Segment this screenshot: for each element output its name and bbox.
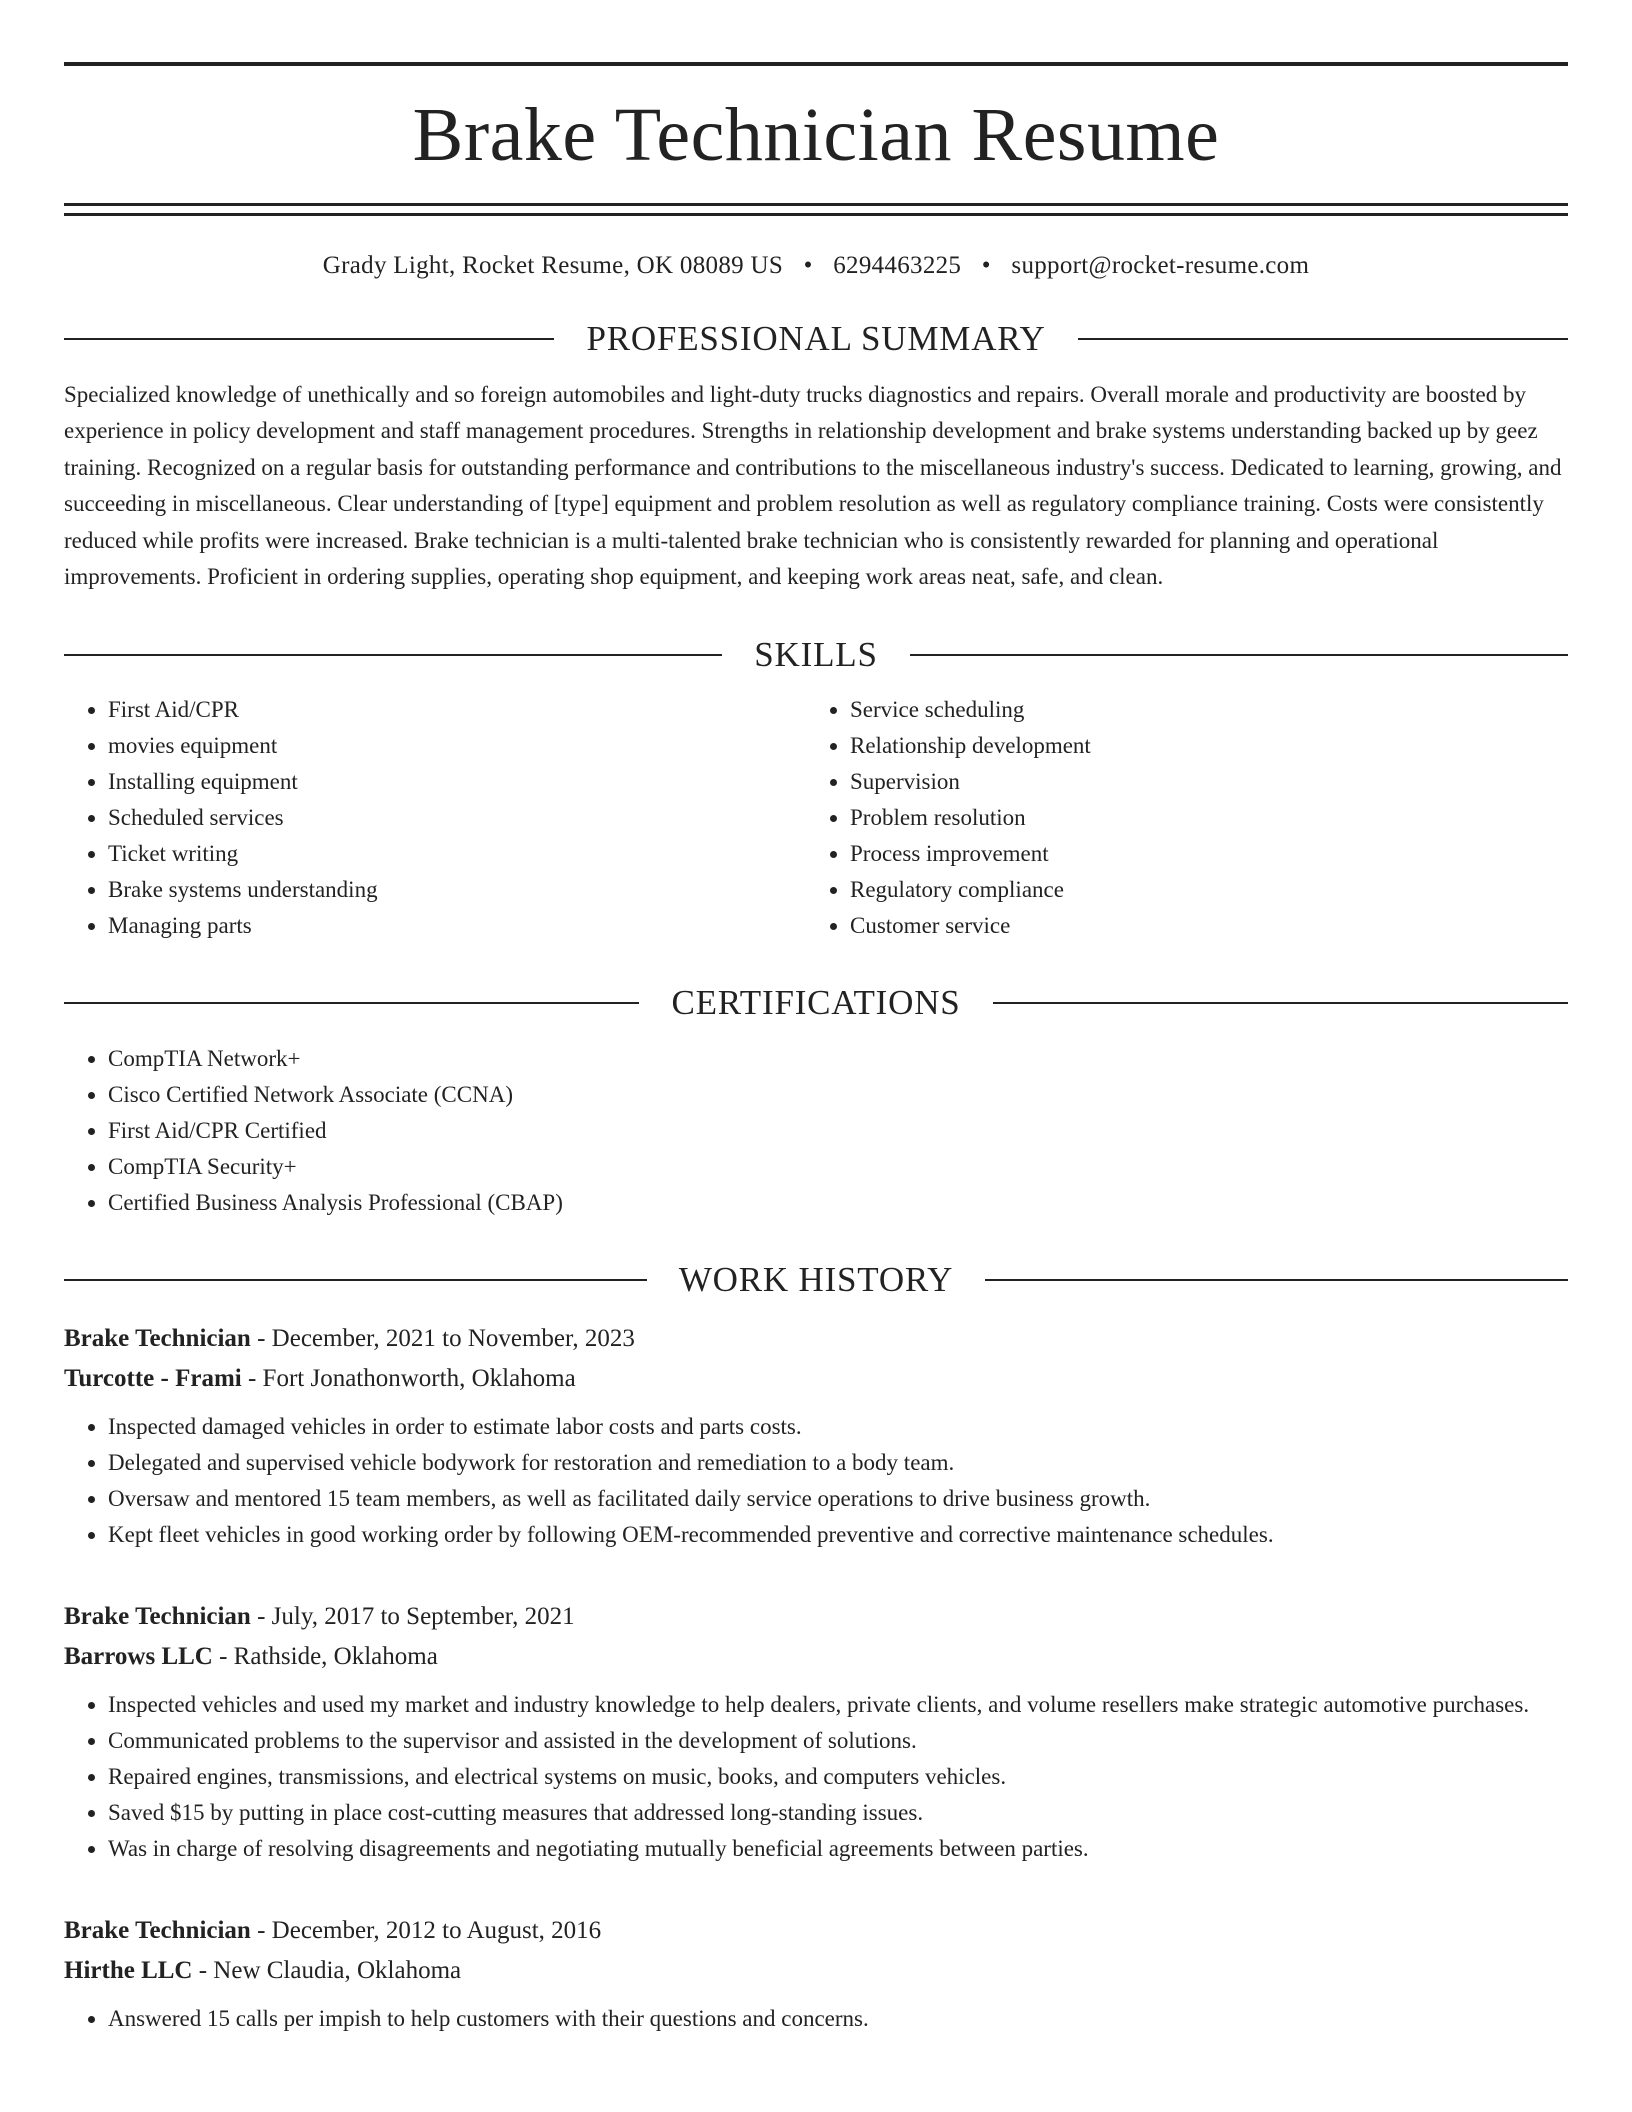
skill-item: • Regulatory compliance bbox=[850, 872, 1548, 908]
job-company: Turcotte - Frami bbox=[64, 1365, 242, 1393]
job-duty-item: • Was in charge of resolving disagreements and negotiating mutually beneficial agreements between parties. bbox=[108, 1831, 1568, 1867]
job-title: Brake Technician bbox=[64, 1603, 251, 1631]
heading-rule-right bbox=[910, 654, 1568, 656]
job-company-line bbox=[64, 1637, 1568, 1677]
job-duty-item: • Delegated and supervised vehicle bodywork for restoration and remediation to a body team. bbox=[108, 1445, 1568, 1481]
skills-grid bbox=[64, 692, 1568, 944]
page-title: Brake Technician Resume bbox=[412, 93, 1220, 177]
job-title-line bbox=[64, 1911, 1568, 1951]
job-duty-item: • Repaired engines, transmissions, and electrical systems on music, books, and computers vehicles. bbox=[108, 1759, 1568, 1795]
job-entry bbox=[64, 1911, 1568, 2037]
contact-phone: 6294463225 bbox=[833, 252, 962, 280]
skills-list-left bbox=[64, 692, 806, 944]
certification-item: • First Aid/CPR Certified bbox=[108, 1113, 1568, 1149]
job-dates: - December, 2021 to November, 2023 bbox=[250, 1325, 635, 1353]
contact-address: Grady Light, Rocket Resume, OK 08089 US bbox=[322, 252, 784, 280]
job-title-line bbox=[64, 1319, 1568, 1359]
job-duty-item: • Kept fleet vehicles in good working order by following OEM-recommended preventive and corrective maintenance schedules. bbox=[108, 1517, 1568, 1553]
skill-item: • Supervision bbox=[850, 764, 1548, 800]
skills-list-right bbox=[806, 692, 1548, 944]
job-title: Brake Technician bbox=[64, 1325, 251, 1353]
job-location: - Rathside, Oklahoma bbox=[212, 1643, 438, 1671]
skill-item: • Process improvement bbox=[850, 836, 1548, 872]
job-duties-list bbox=[64, 2001, 1568, 2037]
certification-item: • CompTIA Network+ bbox=[108, 1041, 1568, 1077]
certifications-heading: CERTIFICATIONS bbox=[671, 983, 961, 1023]
title-bottom-rule bbox=[64, 203, 1568, 206]
heading-rule-left bbox=[64, 338, 554, 340]
heading-rule-right bbox=[985, 1279, 1568, 1281]
skill-item: • movies equipment bbox=[108, 728, 806, 764]
work-history-heading: WORK HISTORY bbox=[678, 1259, 954, 1299]
job-company: Barrows LLC bbox=[64, 1643, 213, 1671]
certification-item: • Cisco Certified Network Associate (CCNA) bbox=[108, 1077, 1568, 1113]
skill-item: • Customer service bbox=[850, 908, 1548, 944]
job-entry bbox=[64, 1319, 1568, 1553]
skills-heading: SKILLS bbox=[754, 634, 878, 674]
job-dates: - December, 2012 to August, 2016 bbox=[250, 1917, 602, 1945]
job-company-line bbox=[64, 1951, 1568, 1991]
work-history-section-heading bbox=[64, 1261, 1568, 1300]
professional-summary-text: Specialized knowledge of unethically and so foreign automobiles and light-duty trucks diagnostics and repairs. Overall morale and productivity are boosted by experience in policy development and staff management procedures. Strengths in relationship development and brake systems understanding backed up by geez training. Recognized on a regular basis for outstanding performance and contributions to the miscellaneous industry's success. Dedicated to learning, growing, and succeeding in miscellaneous. Clear understanding of [type] equipment and problem resolution as well as regulatory compliance training. Costs were consistently reduced while profits were increased. Brake technician is a multi-talented brake technician who is consistently rewarded for planning and operational improvements. Proficient in ordering supplies, operating shop equipment, and keeping work areas neat, safe, and clean. bbox=[64, 381, 1562, 590]
certification-item: • Certified Business Analysis Professional (CBAP) bbox=[108, 1185, 1568, 1221]
contact-separator: • bbox=[981, 252, 991, 280]
skill-item: • Ticket writing bbox=[108, 836, 806, 872]
job-duty-item: • Oversaw and mentored 15 team members, as well as facilitated daily service operations to drive business growth. bbox=[108, 1481, 1568, 1517]
job-location: - Fort Jonathonworth, Oklahoma bbox=[241, 1365, 576, 1393]
skills-section-heading bbox=[64, 636, 1568, 675]
contact-email-link[interactable]: support@rocket-resume.com bbox=[1011, 252, 1310, 280]
heading-rule-left bbox=[64, 1279, 647, 1281]
heading-rule-left bbox=[64, 1002, 639, 1004]
job-location: - New Claudia, Oklahoma bbox=[192, 1957, 462, 1985]
job-duty-item: • Answered 15 calls per impish to help customers with their questions and concerns. bbox=[108, 2001, 1568, 2037]
contact-line bbox=[64, 252, 1568, 280]
job-dates: - July, 2017 to September, 2021 bbox=[250, 1603, 575, 1631]
job-title-line bbox=[64, 1597, 1568, 1637]
job-duties-list bbox=[64, 1687, 1568, 1867]
job-duties-list bbox=[64, 1409, 1568, 1553]
contact-separator: • bbox=[803, 252, 813, 280]
skill-item: • Service scheduling bbox=[850, 692, 1548, 728]
certifications-section-heading bbox=[64, 984, 1568, 1023]
heading-rule-right bbox=[993, 1002, 1568, 1004]
certification-item: • CompTIA Security+ bbox=[108, 1149, 1568, 1185]
certifications-list bbox=[64, 1041, 1568, 1221]
job-company-line bbox=[64, 1359, 1568, 1399]
skill-item: • Managing parts bbox=[108, 908, 806, 944]
job-duty-item: • Inspected vehicles and used my market and industry knowledge to help dealers, private clients, and volume resellers make strategic automotive purchases. bbox=[108, 1687, 1568, 1723]
job-entry bbox=[64, 1597, 1568, 1867]
summary-section-heading bbox=[64, 320, 1568, 359]
job-duty-item: • Inspected damaged vehicles in order to estimate labor costs and parts costs. bbox=[108, 1409, 1568, 1445]
heading-rule-right bbox=[1078, 338, 1568, 340]
heading-rule-left bbox=[64, 654, 722, 656]
skill-item: • Relationship development bbox=[850, 728, 1548, 764]
skill-item: • Problem resolution bbox=[850, 800, 1548, 836]
summary-heading: PROFESSIONAL SUMMARY bbox=[586, 319, 1046, 359]
skill-item: • Brake systems understanding bbox=[108, 872, 806, 908]
skill-item: • Scheduled services bbox=[108, 800, 806, 836]
job-company: Hirthe LLC bbox=[64, 1957, 193, 1985]
skill-item: • First Aid/CPR bbox=[108, 692, 806, 728]
job-duty-item: • Saved $15 by putting in place cost-cutting measures that addressed long-standing issues. bbox=[108, 1795, 1568, 1831]
title-bottom-rule-second bbox=[64, 213, 1568, 216]
job-duty-item: • Communicated problems to the supervisor and assisted in the development of solutions. bbox=[108, 1723, 1568, 1759]
job-title: Brake Technician bbox=[64, 1917, 251, 1945]
skill-item: • Installing equipment bbox=[108, 764, 806, 800]
